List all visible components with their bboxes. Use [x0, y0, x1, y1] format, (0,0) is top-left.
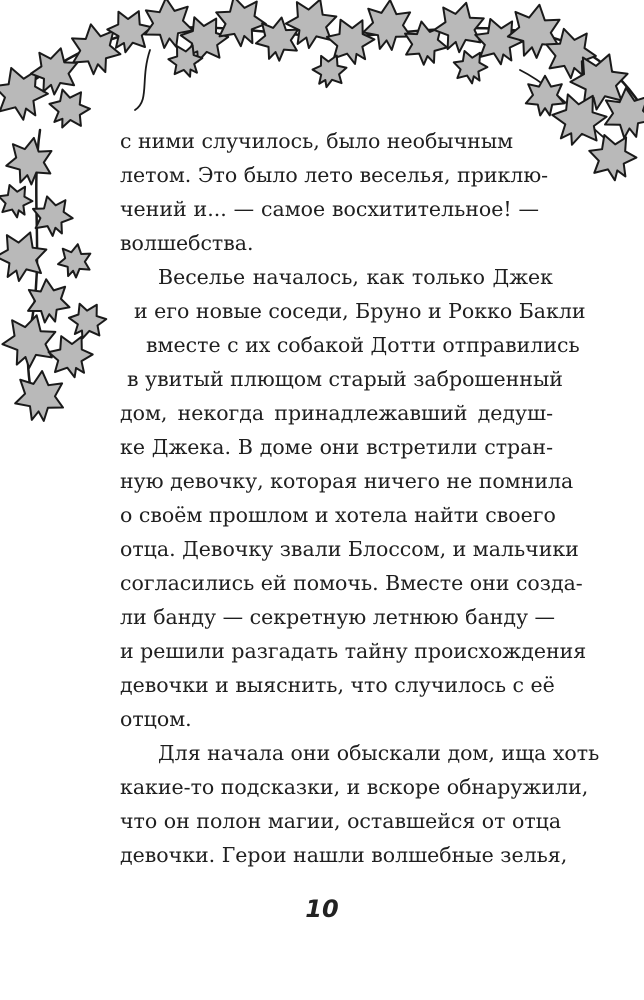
paragraph-first-line: Веселье началось, как только Джек: [158, 265, 553, 289]
text-line: летом. Это было лето веселья, приклю-: [120, 163, 549, 187]
text-line: ли банду — секретную летнюю банду —: [120, 605, 556, 629]
text-line: с ними случилось, было необычным: [120, 129, 514, 153]
text-line: волшебства.: [120, 231, 254, 255]
text-line: вместе с их собакой Дотти отправились: [146, 333, 580, 357]
text-line: отца. Девочку звали Блоссом, и мальчики: [120, 537, 579, 561]
text-line: и решили разгадать тайну происхождения: [120, 639, 587, 663]
page-number: 10: [305, 895, 339, 923]
text-line: девочки и выяснить, что случилось с её: [120, 673, 555, 697]
text-line: согласились ей помочь. Вместе они созда-: [120, 571, 583, 595]
paragraph-first-line: Для начала они обыскали дом, ища хоть: [158, 741, 600, 765]
text-line: отцом.: [120, 707, 192, 731]
text-line: дом, некогда принадлежавший дедуш-: [120, 401, 553, 425]
text-line: какие-то подсказки, и вскоре обнаружили,: [120, 775, 589, 799]
text-line: о своём прошлом и хотела найти своего: [120, 503, 556, 527]
text-line: и его новые соседи, Бруно и Рокко Бакли: [134, 299, 586, 323]
text-line: чений и... — самое восхитительное! —: [120, 197, 539, 221]
text-line: девочки. Герои нашли волшебные зелья,: [120, 843, 568, 867]
text-line: в увитый плющом старый заброшенный: [127, 367, 563, 391]
text-line: что он полон магии, оставшейся от отца: [120, 809, 562, 833]
text-line: ке Джека. В доме они встретили стран-: [120, 435, 553, 459]
text-line: ную девочку, которая ничего не помнила: [120, 469, 574, 493]
